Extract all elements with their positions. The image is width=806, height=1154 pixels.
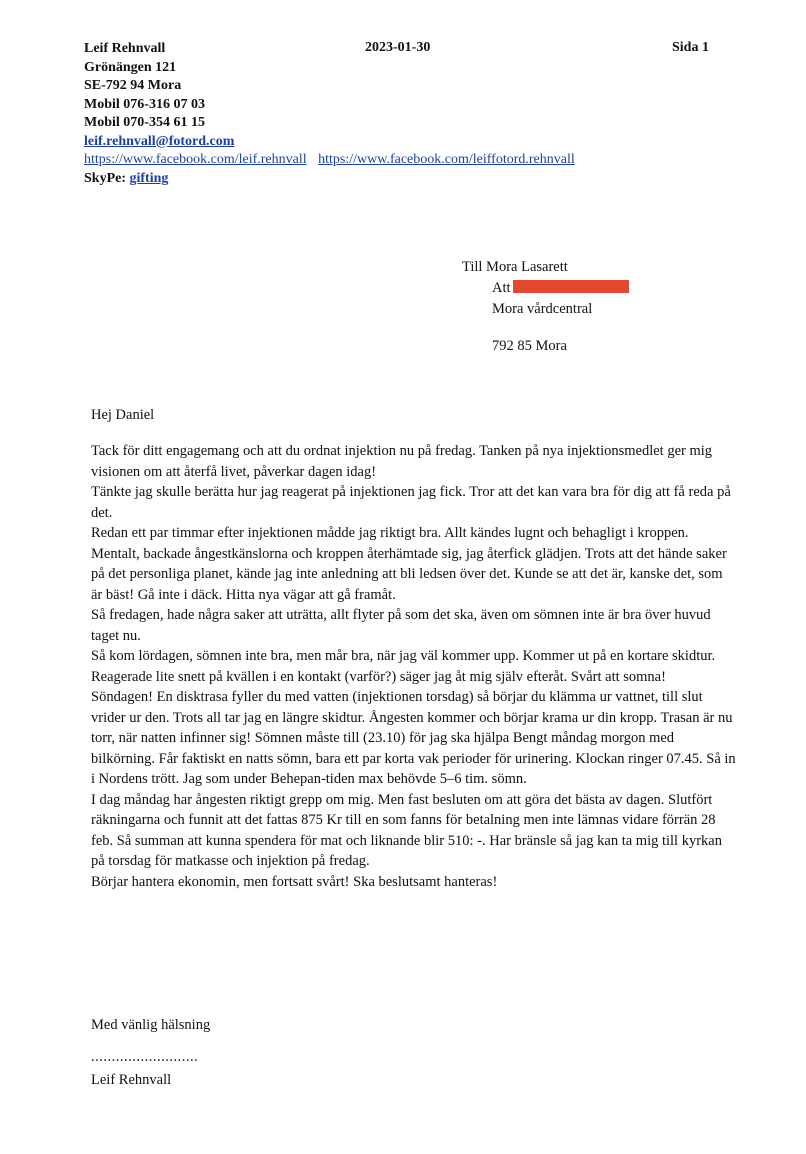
letter-date: 2023-01-30 (365, 40, 431, 55)
greeting: Hej Daniel (91, 407, 155, 423)
paragraph: Söndagen! En disktrasa fyller du med vatten (injektionen torsdag) så börjar du klämma ur vattnet, till slut vrider ur den. Trots all tar jag en längre skidtur. Ångesten kommer och börjar krama ur din kropp. Trasan är nu torr, när natten infinner sig! Sömnen måste till (23.10) för jag ska hjälpa Bengt måndag morgon med bilkörning. Får faktiskt en natts sömn, bara ett par korta vak perioder för urinering. Klockan ringer 07.45. Så in i Nordens trött. Jag som under Behepan-tiden max behövde 5–6 tim. sömn. (91, 689, 736, 787)
recipient-line-3: Mora vårdcentral (492, 301, 593, 317)
recipient-postal: 792 85 Mora (492, 338, 567, 354)
attn-label: Att (492, 280, 511, 296)
skype-label: SkyPe: (84, 170, 126, 186)
signature-line: .......................... (91, 1049, 199, 1065)
paragraph: Så fredagen, hade några saker att uträtta, allt flyter på som det ska, även om sömnen inte är bra över huvud taget nu. (91, 607, 711, 644)
facebook-link-1[interactable]: https://www.facebook.com/leif.rehnvall (84, 152, 307, 167)
paragraph: Tänkte jag skulle berätta hur jag reagerat på injektionen jag fick. Tror att det kan vara bra för dig att få reda på det. (91, 484, 731, 521)
sender-mobile-1: Mobil 076-316 07 03 (84, 96, 205, 112)
letter-body (91, 441, 736, 892)
redaction-mark (513, 280, 629, 293)
sender-email-link[interactable]: leif.rehnvall@fotord.com (84, 133, 235, 149)
recipient-line-1: Till Mora Lasarett (462, 259, 568, 275)
paragraph: Så kom lördagen, sömnen inte bra, men mår bra, när jag väl kommer upp. Kommer ut på en kortare skidtur. Reagerade lite snett på kvällen i en kontakt (varför?) säger jag åt mig själv efteråt. Svårt att somna! (91, 648, 716, 685)
recipient-attn (462, 278, 629, 299)
signature-name: Leif Rehnvall (91, 1072, 172, 1088)
sender-street: Grönängen 121 (84, 59, 177, 75)
paragraph: Redan ett par timmar efter injektionen mådde jag riktigt bra. Allt kändes lugnt och behagligt i kroppen. Mentalt, backade ångestkänslorna och kroppen återhämtade sig, jag återfick glädjen. Trots att det hände saker på det personliga planet, kände jag inte anledning att bli ledsen över det. Kunde se att det är, kanske det, som är bäst! Gå inte i däck. Hitta nya vägar att gå framåt. (91, 525, 727, 603)
sender-mobile-2: Mobil 070-354 61 15 (84, 115, 205, 130)
sender-info (84, 40, 583, 188)
sender-name: Leif Rehnvall (84, 41, 166, 56)
recipient-address (462, 257, 629, 357)
skype-link[interactable]: gifting (129, 170, 169, 186)
paragraph: Börjar hantera ekonomin, men fortsatt svårt! Ska beslutsamt hanteras! (91, 873, 498, 890)
sender-postal: SE-792 94 Mora (84, 78, 182, 93)
page-number: Sida 1 (672, 40, 709, 55)
closing: Med vänlig hälsning (91, 1017, 211, 1033)
paragraph: Tack för ditt engagemang och att du ordnat injektion nu på fredag. Tanken på nya injektionsmedlet ger mig visionen om att återfå livet, påverkar dagen idag! (91, 443, 713, 480)
facebook-link-2[interactable]: https://www.facebook.com/leiffotord.rehnvall (318, 152, 575, 167)
paragraph: I dag måndag har ångesten riktigt grepp om mig. Men fast besluten om att göra det bästa av dagen. Slutfört räkningarna och funnit att det fattas 875 Kr till en som fanns för betalning men inte lämnas vidare förrän 28 feb. Så summan att kunna spendera för mat och liknande blir 510: -. Har bränsle så jag kan ta mig till kyrkan på torsdag för matkasse och injektion på fredag. (91, 791, 722, 869)
